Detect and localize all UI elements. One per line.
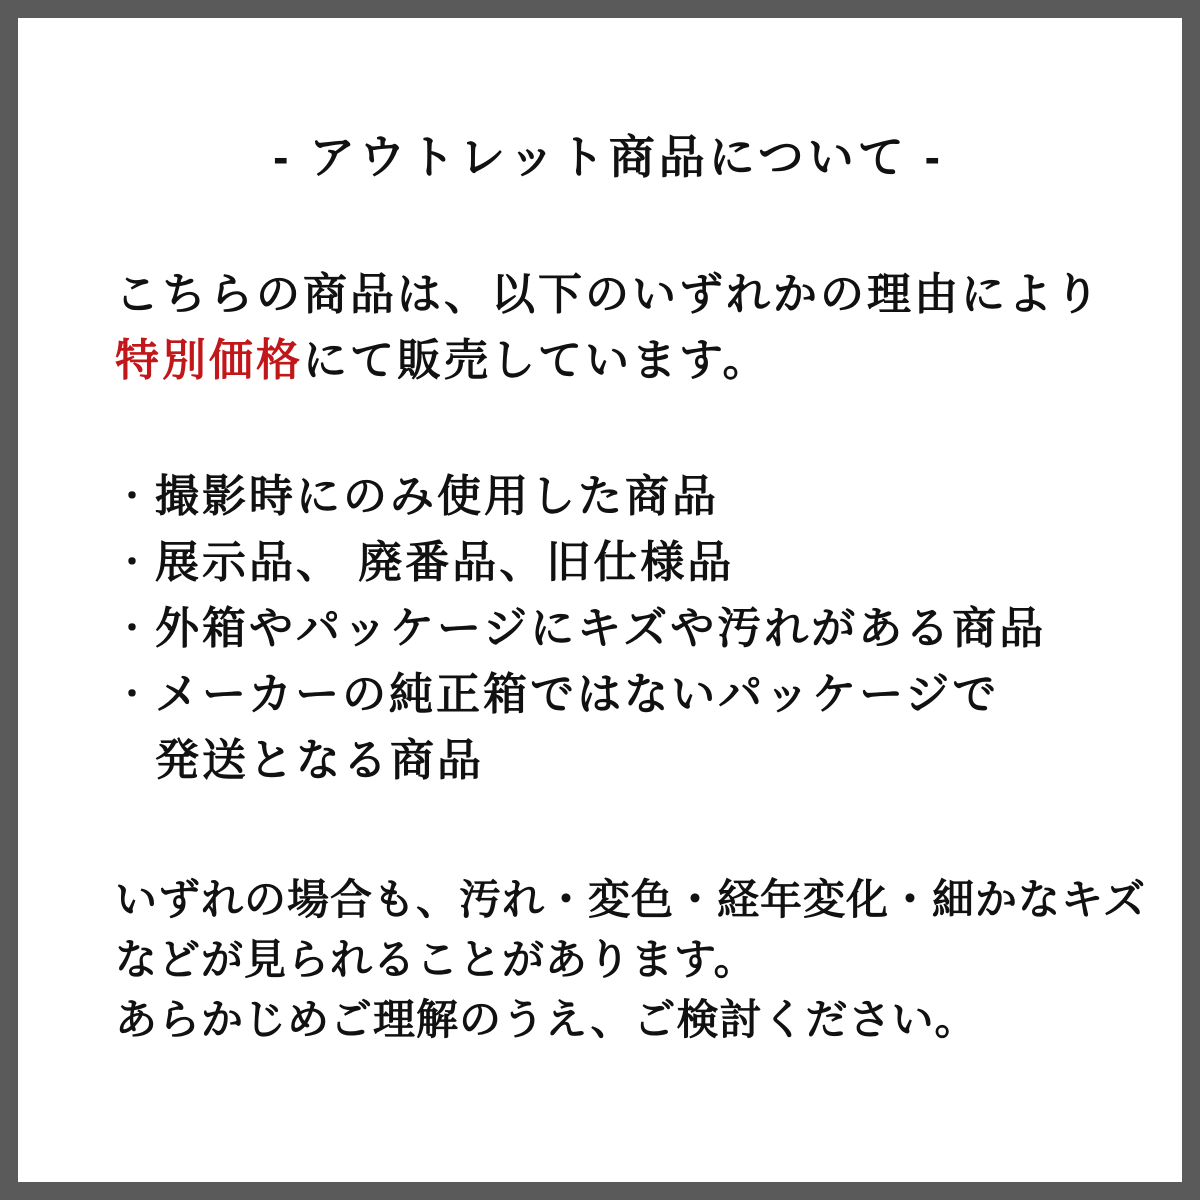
price-highlight: 特別価格	[115, 336, 303, 385]
list-item	[115, 530, 1102, 596]
bullet-icon: ・	[115, 544, 152, 582]
footer-line-1: いずれの場合も、汚れ・変色・経年変化・細かなキズ	[115, 876, 1147, 923]
footer-note	[115, 870, 1147, 1050]
list-item	[115, 464, 1102, 530]
bullet-icon: ・	[115, 610, 152, 648]
footer-line-3: あらかじめご理解のうえ、ご検討ください。	[115, 996, 978, 1043]
reason-text	[155, 662, 999, 794]
reason-list	[115, 464, 1102, 794]
bullet-icon: ・	[115, 478, 152, 516]
reason-text: 展示品、 廃番品、旧仕様品	[155, 538, 735, 587]
reason-text: 外箱やパッケージにキズや汚れがある商品	[155, 604, 1047, 653]
bullet-icon: ・	[115, 676, 152, 714]
reason-line-2: 発送となる商品	[155, 736, 484, 785]
intro-text	[115, 262, 1102, 394]
reason-line-1: メーカーの純正箱ではないパッケージで	[155, 670, 1000, 719]
page-title: - アウトレット商品について -	[273, 131, 944, 183]
list-item	[115, 662, 1102, 794]
intro-line-1: こちらの商品は、以下のいずれかの理由により	[115, 270, 1102, 319]
footer-line-2: などが見られることがあります。	[115, 936, 757, 983]
reason-text: 撮影時にのみ使用した商品	[155, 472, 719, 521]
intro-line-2: にて販売しています。	[303, 336, 770, 385]
list-item	[115, 596, 1102, 662]
